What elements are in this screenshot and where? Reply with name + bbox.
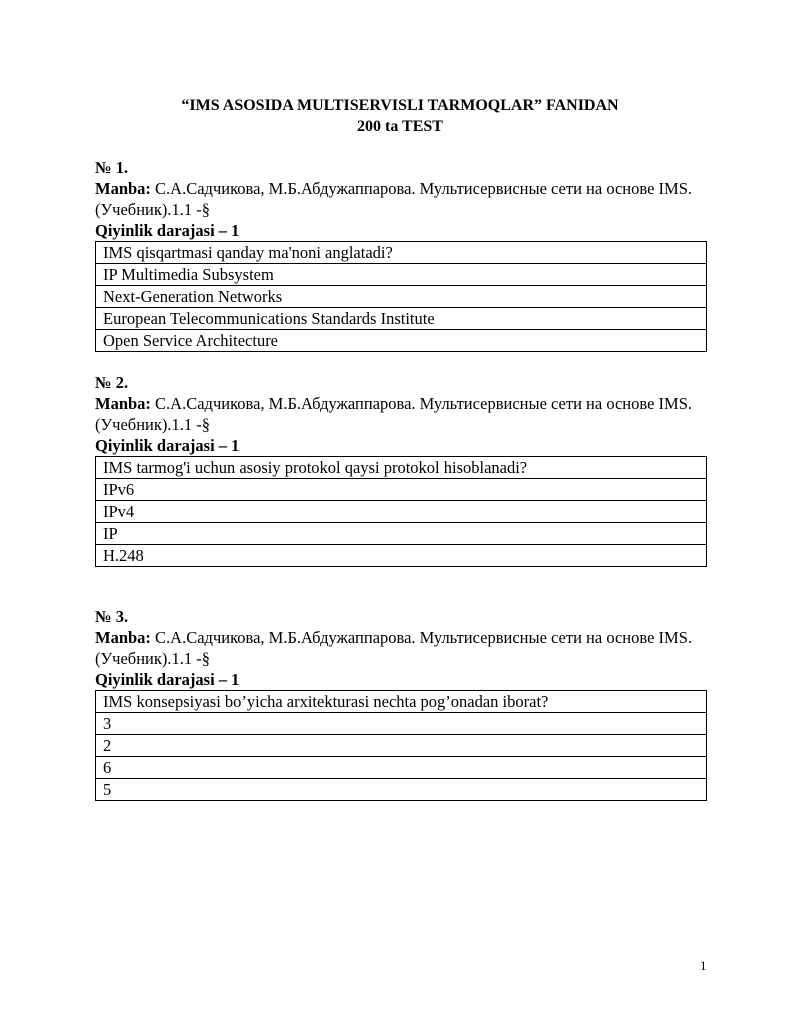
title-line-1: “IMS ASOSIDA MULTISERVISLI TARMOQLAR” FANIDAN	[181, 97, 619, 114]
difficulty-level: Qiyinlik darajasi – 1	[95, 436, 240, 455]
answer-option: 3	[96, 713, 707, 735]
answer-row	[96, 308, 707, 330]
question-block-1	[95, 157, 707, 352]
title-line-2: 200 ta TEST	[357, 118, 443, 135]
answer-option: 6	[96, 757, 707, 779]
answer-row	[96, 501, 707, 523]
answer-option: IPv4	[96, 501, 707, 523]
answer-option: 5	[96, 779, 707, 801]
answer-row	[96, 545, 707, 567]
answer-row	[96, 479, 707, 501]
question-text: IMS konsepsiyasi bo’yicha arxitekturasi nechta pog’onadan iborat?	[96, 691, 707, 713]
question-text: IMS tarmog'i uchun asosiy protokol qaysi protokol hisoblanadi?	[96, 457, 707, 479]
question-block-3	[95, 606, 707, 801]
answer-option: Next-Generation Networks	[96, 286, 707, 308]
answer-table	[95, 241, 707, 352]
answer-table	[95, 456, 707, 567]
answer-table	[95, 690, 707, 801]
question-source	[95, 627, 707, 669]
question-block-2	[95, 372, 707, 567]
answer-row	[96, 735, 707, 757]
source-label: Manba:	[95, 628, 151, 647]
question-row	[96, 457, 707, 479]
answer-row	[96, 264, 707, 286]
answer-option: European Telecommunications Standards Institute	[96, 308, 707, 330]
question-source	[95, 393, 707, 435]
answer-row	[96, 286, 707, 308]
question-row	[96, 691, 707, 713]
question-number: № 2.	[95, 373, 129, 392]
source-text: С.А.Садчикова, М.Б.Абдужаппарова. Мультисервисные сети на основе IMS. (Учебник).1.1 -§	[95, 394, 692, 434]
answer-option: Open Service Architecture	[96, 330, 707, 352]
question-text: IMS qisqartmasi qanday ma'noni anglatadi?	[96, 242, 707, 264]
answer-option: 2	[96, 735, 707, 757]
difficulty-level: Qiyinlik darajasi – 1	[95, 670, 240, 689]
answer-option: IPv6	[96, 479, 707, 501]
answer-row	[96, 757, 707, 779]
answer-row	[96, 713, 707, 735]
answer-row	[96, 523, 707, 545]
answer-option: H.248	[96, 545, 707, 567]
source-text: С.А.Садчикова, М.Б.Абдужаппарова. Мультисервисные сети на основе IMS. (Учебник).1.1 -§	[95, 179, 692, 219]
answer-row	[96, 330, 707, 352]
document-title	[0, 95, 800, 137]
source-label: Manba:	[95, 394, 151, 413]
answer-option: IP Multimedia Subsystem	[96, 264, 707, 286]
question-row	[96, 242, 707, 264]
question-number: № 1.	[95, 158, 129, 177]
question-source	[95, 178, 707, 220]
difficulty-level: Qiyinlik darajasi – 1	[95, 221, 240, 240]
question-number: № 3.	[95, 607, 129, 626]
answer-option: IP	[96, 523, 707, 545]
source-label: Manba:	[95, 179, 151, 198]
answer-row	[96, 779, 707, 801]
page-number: 1	[700, 958, 707, 973]
source-text: С.А.Садчикова, М.Б.Абдужаппарова. Мультисервисные сети на основе IMS. (Учебник).1.1 -§	[95, 628, 692, 668]
